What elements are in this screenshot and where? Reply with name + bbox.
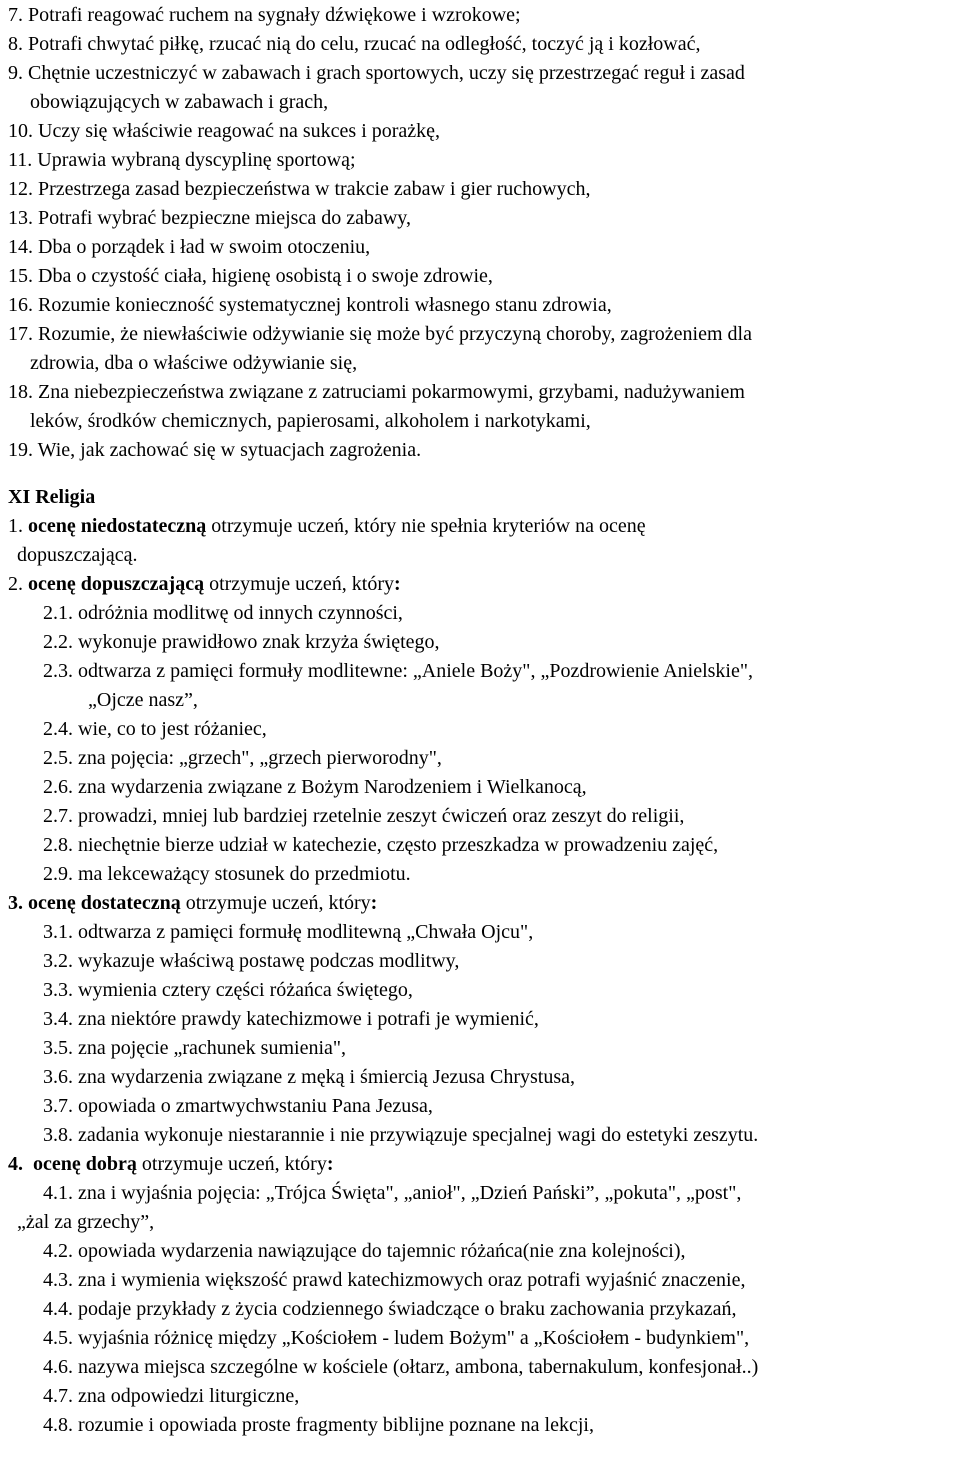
list-item: 2.6. zna wydarzenia związane z Bożym Narodzeniem i Wielkanocą, bbox=[43, 776, 587, 798]
section-title: XI Religia bbox=[8, 486, 96, 508]
list-item: 4.6. nazywa miejsca szczególne w kościele (ołtarz, ambona, tabernakulum, konfesjonał..) bbox=[43, 1356, 759, 1378]
list-item: 4.3. zna i wymienia większość prawd katechizmowych oraz potrafi wyjaśnić znaczenie, bbox=[43, 1269, 746, 1291]
list-item: 3.8. zadania wykonuje niestarannie i nie przywiązuje specjalnej wagi do estetyki zeszytu. bbox=[43, 1124, 759, 1146]
list-item: 3.5. zna pojęcie „rachunek sumienia", bbox=[43, 1037, 347, 1059]
list-item: 2.5. zna pojęcia: „grzech", „grzech pierworodny", bbox=[43, 747, 442, 769]
list-item: 10. Uczy się właściwie reagować na sukces i porażkę, bbox=[8, 120, 441, 142]
list-item: 2.4. wie, co to jest różaniec, bbox=[43, 718, 267, 740]
list-item: 4.8. rozumie i opowiada proste fragmenty biblijne poznane na lekcji, bbox=[43, 1414, 594, 1436]
list-item: 16. Rozumie konieczność systematycznej kontroli własnego stanu zdrowia, bbox=[8, 294, 612, 316]
health-skills-list bbox=[0, 1, 960, 465]
list-item-continuation: obowiązujących w zabawach i grach, bbox=[30, 91, 329, 113]
list-item: 3.2. wykazuje właściwą postawę podczas modlitwy, bbox=[43, 950, 460, 972]
list-item: 12. Przestrzega zasad bezpieczeństwa w trakcie zabaw i gier ruchowych, bbox=[8, 178, 591, 200]
grade-3-list bbox=[0, 918, 960, 1150]
list-item: 3.3. wymienia cztery części różańca świętego, bbox=[43, 979, 413, 1001]
grade-heading-4: 4. ocenę dobrą otrzymuje uczeń, który: bbox=[8, 1153, 334, 1175]
list-item: 4.7. zna odpowiedzi liturgiczne, bbox=[43, 1385, 300, 1407]
list-item: 2.3. odtwarza z pamięci formuły modlitewne: „Aniele Boży", „Pozdrowienie Anielskie", bbox=[43, 660, 754, 682]
list-item: 2.2. wykonuje prawidłowo znak krzyża świętego, bbox=[43, 631, 440, 653]
list-item: 3.1. odtwarza z pamięci formułę modlitewną „Chwała Ojcu", bbox=[43, 921, 534, 943]
list-item: 15. Dba o czystość ciała, higienę osobistą i o swoje zdrowie, bbox=[8, 265, 493, 287]
list-item: 4.5. wyjaśnia różnicę między „Kościołem - ludem Bożym" a „Kościołem - budynkiem", bbox=[43, 1327, 750, 1349]
list-item-continuation: „żal za grzechy”, bbox=[17, 1211, 155, 1233]
list-item: 8. Potrafi chwytać piłkę, rzucać nią do celu, rzucać na odległość, toczyć ją i kozłować, bbox=[8, 33, 701, 55]
list-item: 19. Wie, jak zachować się w sytuacjach zagrożenia. bbox=[8, 439, 422, 461]
list-item: 4.4. podaje przykłady z życia codziennego świadczące o braku zachowania przykazań, bbox=[43, 1298, 737, 1320]
list-item: 14. Dba o porządek i ład w swoim otoczeniu, bbox=[8, 236, 371, 258]
list-item: 2.9. ma lekceważący stosunek do przedmiotu. bbox=[43, 863, 411, 885]
list-item: 3.7. opowiada o zmartwychwstaniu Pana Jezusa, bbox=[43, 1095, 433, 1117]
grade-2-list bbox=[0, 599, 960, 889]
grade-heading-1: 1. ocenę niedostateczną otrzymuje uczeń, który nie spełnia kryteriów na ocenę bbox=[8, 515, 646, 537]
list-item-continuation: zdrowia, dba o właściwe odżywianie się, bbox=[30, 352, 358, 374]
list-item: 9. Chętnie uczestniczyć w zabawach i grach sportowych, uczy się przestrzegać reguł i zasad bbox=[8, 62, 745, 84]
list-item: 2.1. odróżnia modlitwę od innych czynności, bbox=[43, 602, 403, 624]
grade-heading-continuation: dopuszczającą. bbox=[17, 544, 138, 566]
list-item: 3.6. zna wydarzenia związane z męką i śmiercią Jezusa Chrystusa, bbox=[43, 1066, 575, 1088]
list-item-continuation: leków, środków chemicznych, papierosami, alkoholem i narkotykami, bbox=[30, 410, 591, 432]
list-item: 7. Potrafi reagować ruchem na sygnały dźwiękowe i wzrokowe; bbox=[8, 4, 521, 26]
list-item: 13. Potrafi wybrać bezpieczne miejsca do zabawy, bbox=[8, 207, 411, 229]
list-item: 11. Uprawia wybraną dyscyplinę sportową; bbox=[8, 149, 356, 171]
list-item: 4.2. opowiada wydarzenia nawiązujące do tajemnic różańca(nie zna kolejności), bbox=[43, 1240, 686, 1262]
list-item: 18. Zna niebezpieczeństwa związane z zatruciami pokarmowymi, grzybami, nadużywaniem bbox=[8, 381, 745, 403]
list-item: 4.1. zna i wyjaśnia pojęcia: „Trójca Święta", „anioł", „Dzień Pański”, „pokuta", „post", bbox=[43, 1182, 742, 1204]
grade-heading-3: 3. ocenę dostateczną otrzymuje uczeń, który: bbox=[8, 892, 378, 914]
list-item: 2.7. prowadzi, mniej lub bardziej rzetelnie zeszyt ćwiczeń oraz zeszyt do religii, bbox=[43, 805, 685, 827]
list-item-continuation: „Ojcze nasz”, bbox=[88, 689, 198, 711]
list-item: 17. Rozumie, że niewłaściwie odżywianie się może być przyczyną choroby, zagrożeniem dla bbox=[8, 323, 752, 345]
grade-4-list bbox=[0, 1179, 960, 1440]
list-item: 2.8. niechętnie bierze udział w katechezie, często przeszkadza w prowadzeniu zajęć, bbox=[43, 834, 719, 856]
list-item: 3.4. zna niektóre prawdy katechizmowe i potrafi je wymienić, bbox=[43, 1008, 539, 1030]
grade-heading-2: 2. ocenę dopuszczającą otrzymuje uczeń, który: bbox=[8, 573, 401, 595]
